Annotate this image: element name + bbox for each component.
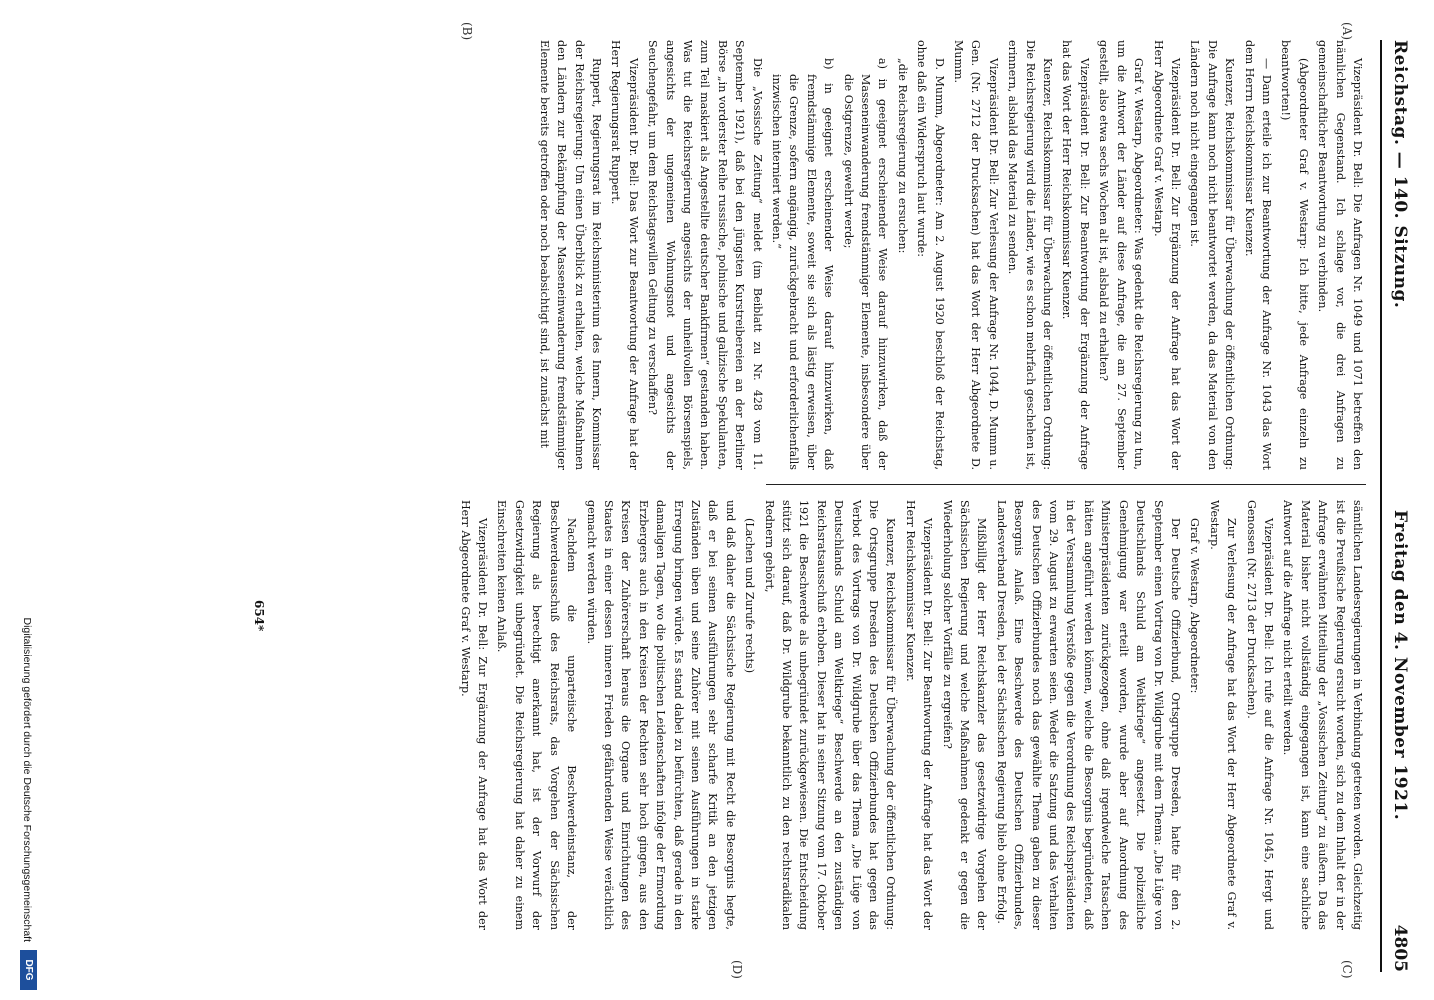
page-number: 4805 bbox=[1390, 924, 1410, 972]
header-date: Freitag den 4. November 1921. bbox=[1390, 510, 1410, 821]
paragraph: Vizepräsident Dr. Bell: Zur Beantwortung der Ergänzung der Anfrage hat das Wort der Herr Reichskommissar Kuenzer. bbox=[1060, 40, 1091, 470]
page-header bbox=[1380, 40, 1416, 972]
paragraph: sämtlichen Landesregierungen in Verbindung getreten worden. Gleichzeitig ist die Preußische Regierung ersucht worden, sich zu dem Inhalt der in der Anfrage erwähnten Mitteilung der „Vossischen Zeitung“ zu äußern. Da das Material bisher nicht vollständig eingegangen ist, kann eine sachliche Antwort auf die Anfrage nicht erteilt werden. bbox=[1281, 500, 1364, 930]
paragraph: D. Mumm, Abgeordneter: Am 2. August 1920 beschloß der Reichstag, ohne daß ein Widerspruch laut wurde: bbox=[915, 40, 946, 470]
header-session: Reichstag. — 140. Sitzung. bbox=[1390, 40, 1410, 309]
margin-marker-b: (B) bbox=[460, 22, 474, 41]
dfg-logo: DFG bbox=[20, 950, 37, 990]
paragraph: Vizepräsident Dr. Bell: Das Wort zur Beantwortung der Anfrage hat der Herr Regierungsrat Ruppert. bbox=[609, 40, 640, 470]
credit-label: Digitalisierung gefördert durch die Deutsche Forschungsgemeinschaft bbox=[21, 617, 33, 942]
quote-item-b: b) in geeignet erscheinender Weise darauf hinzuwirken, daß fremdstämmige Elemente, soweit sie sich als lästig erweisen, über die Grenze, sofern angängig, zurückgebracht und erforderlichenfalls inzwischen interniert werden.“ bbox=[770, 58, 836, 470]
left-column bbox=[533, 40, 1366, 470]
digitization-credit bbox=[0, 0, 49, 1000]
right-column bbox=[454, 500, 1366, 930]
interjection: (Abgeordneter Graf v. Westarp: Ich bitte, jede Anfrage einzeln zu beantworten!) bbox=[1279, 40, 1310, 470]
paragraph: Ruppert, Regierungsrat im Reichsministerium des Innern, Kommissar der Reichsregierung: Um einen Überblick zu erhalten, welche Maßnahmen den Ländern zur Bekämpfung der Masseneinwanderung fremdstämmiger Elemente bereits getroffen oder noch beabsichtigt sind, ist zunächst mit bbox=[537, 40, 603, 470]
paragraph: Kuenzer, Reichskommissar für Überwachung der öffentlichen Ordnung: Die Reichsregierung wird die Länder, wie es schon mehrfach geschehen ist, erinnern, alsbald das Material zu senden. bbox=[1006, 40, 1055, 470]
paragraph: Kuenzer, Reichskommissar für Überwachung der öffentlichen Ordnung: Die Anfrage kann noch nicht beantwortet werden, da das Material von den Ländern noch nicht eingegangen ist. bbox=[1188, 40, 1237, 470]
interjection: (Lachen und Zurufe rechts) bbox=[743, 518, 757, 674]
paragraph: Mißbilligt der Herr Reichskanzler das gesetzwidrige Vorgehen der Sächsischen Regierung und welche Maßnahmen gedenkt er gegen die Wiederholung solcher Vorfälle zu ergreifen? bbox=[940, 500, 989, 930]
paragraph: Vizepräsident Dr. Bell: Zur Verlesung der Anfrage Nr. 1044, D. Mumm u. Gen. (Nr. 2712 der Drucksachen) hat das Wort der Herr Abgeordnete D. Mumm. bbox=[952, 40, 1000, 470]
paragraph: Vizepräsident Dr. Bell: Zur Ergänzung der Anfrage hat das Wort der Herr Abgeordnete Graf v. Westarp. bbox=[1151, 40, 1182, 470]
paragraph: Die „Vossische Zeitung“ meldet (im Beiblatt zu Nr. 428 vom 11. September 1921), daß bei den jüngsten Kurstreibereien an der Berliner Börse „in vorderster Reihe russische, polnische und galizische Spekulanten, zum Teil maskiert als Angestellte deutscher Bankfirmen“ gestanden haben. Was tut die Reichsregierung angesichts der unheilvollen Börsenspiels, angesichts der ungemeinen Wohnungsnot und angesichts der Seuchengefahr, um dem Reichstagswillen Geltung zu verschaffen? bbox=[646, 40, 764, 470]
paragraph: und daß daher die Sächsische Regierung mit Recht die Besorgnis hegte, daß er bei seinen Ausführungen sehr scharfe Kritik an den jetzigen Zuständen üben und seine Zuhörer mit seinen Ausführungen in starke Erregung bringen würde. Es stand dabei zu befürchten, daß gerade in den damaligen Tagen, wo die politischen Leidenschaften infolge der Ermordung Erzbergers auch in den Kreisen der Rechten sehr hoch gingen, aus den Kreisen der Zuhörerschaft heraus die Organe und Einrichtungen des Staates in einer dessen inneren Frieden gefährdenden Weise verächtlich gemacht werden würden. bbox=[584, 500, 737, 930]
paragraph: Vizepräsident Dr. Bell: Zur Ergänzung der Anfrage hat das Wort der Herr Abgeordnete Graf v. Westarp. bbox=[458, 500, 490, 930]
paragraph: Vizepräsident Dr. Bell: Ich rufe auf die Anfrage Nr. 1045, Hergt und Genossen (Nr. 2713 der Drucksachen). bbox=[1244, 500, 1275, 930]
paragraph: Der Deutsche Offizierbund, Ortsgruppe Dresden, hatte für den 2. September einen Vortrag von Dr. Wildgrube mit dem Thema: „Die Lüge von Deutschlands Schuld am Weltkriege“ angesetzt. Die polizeiliche Genehmigung war erteilt worden, wurde aber auf Anordnung des Ministerpräsidenten zurückgezogen, ohne daß irgendwelche Tatsachen hätten angeführt werden können, welche die Besorgnis begründeten, daß in der Versammlung Verstöße gegen die Verordnung des Reichspräsidenten vom 29. August zu erwarten seien. Weder die Satzung und das Verhalten des Deutschen Offizierbundes noch das gewählte Thema gaben zu dieser Besorgnis Anlaß. Eine Beschwerde des Deutschen Offizierbundes, Landesverband Dresden, bei der Sächsischen Regierung blieb ohne Erfolg. bbox=[994, 500, 1182, 930]
column-divider bbox=[766, 484, 1366, 485]
print-signature: 654* bbox=[252, 600, 266, 632]
margin-marker-a: (A) bbox=[1340, 22, 1354, 41]
paragraph: Kuenzer, Reichskommissar für Überwachung der öffentlichen Ordnung: Die Ortsgruppe Dresden des Deutschen Offizierbundes hat gegen das Verbot des Vortrags von Dr. Wildgrube über das Thema „Die Lüge von Deutschlands Schuld am Weltkriege“ Beschwerde an den zuständigen Reichsratsausschuß erhoben. Dieser hat in seiner Sitzung vom 17. Oktober 1921 die Beschwerde als unbegründet zurückgewiesen. Die Entscheidung stützt sich darauf, daß Dr. Wildgrube bekanntlich zu den rechtsradikalen Rednern gehört, bbox=[762, 500, 898, 930]
margin-marker-c: (C) bbox=[1340, 960, 1354, 979]
speaker-line: Graf v. Westarp, Abgeordneter: bbox=[1188, 518, 1202, 694]
quote-item-a: a) in geeignet erscheinender Weise darauf hinzuwirken, daß der Masseneinwanderung fremdstämmiger Elemente, insbesondere über die Ostgrenze, gewehrt werde; bbox=[841, 58, 890, 470]
paragraph: Nachdem die unparteiische Beschwerdeinstanz, der Beschwerdeausschuß des Reichsrats, das Vorgehen der Sächsischen Regierung als berechtigt anerkannt hat, ist der Vorwurf der Gesetzwidrigkeit unbegründet. Die Reichsregierung hat daher zu einem Einschreiten keinen Anlaß. bbox=[495, 500, 579, 930]
paragraph: — Dann erteile ich zur Beantwortung der Anfrage Nr. 1043 das Wort dem Herrn Reichskommissar Kuenzer. bbox=[1242, 40, 1273, 470]
margin-marker-d: (D) bbox=[730, 960, 744, 979]
paragraph: Vizepräsident Dr. Bell: Die Anfragen Nr. 1049 und 1071 betreffen den nämlichen Gegenstand. Ich schlage vor, die drei Anfragen zu gemeinschaftlicher Beantwortung zu verbinden. bbox=[1316, 40, 1364, 470]
paragraph: Zur Verlesung der Anfrage hat das Wort der Herr Abgeordnete Graf v. Westarp. bbox=[1207, 500, 1239, 930]
paragraph: Vizepräsident Dr. Bell: Zur Beantwortung der Anfrage hat das Wort der Herr Reichskommissar Kuenzer. bbox=[903, 500, 935, 930]
paragraph: Graf v. Westarp, Abgeordneter: Was gedenkt die Reichsregierung zu tun, um die Antwort der Länder auf diese Anfrage, die am 27. September gestellt, also etwa sechs Wochen alt ist, alsbald zu erhalten? bbox=[1097, 40, 1146, 470]
quote-intro: „die Reichsregierung zu ersuchen: bbox=[895, 58, 909, 254]
